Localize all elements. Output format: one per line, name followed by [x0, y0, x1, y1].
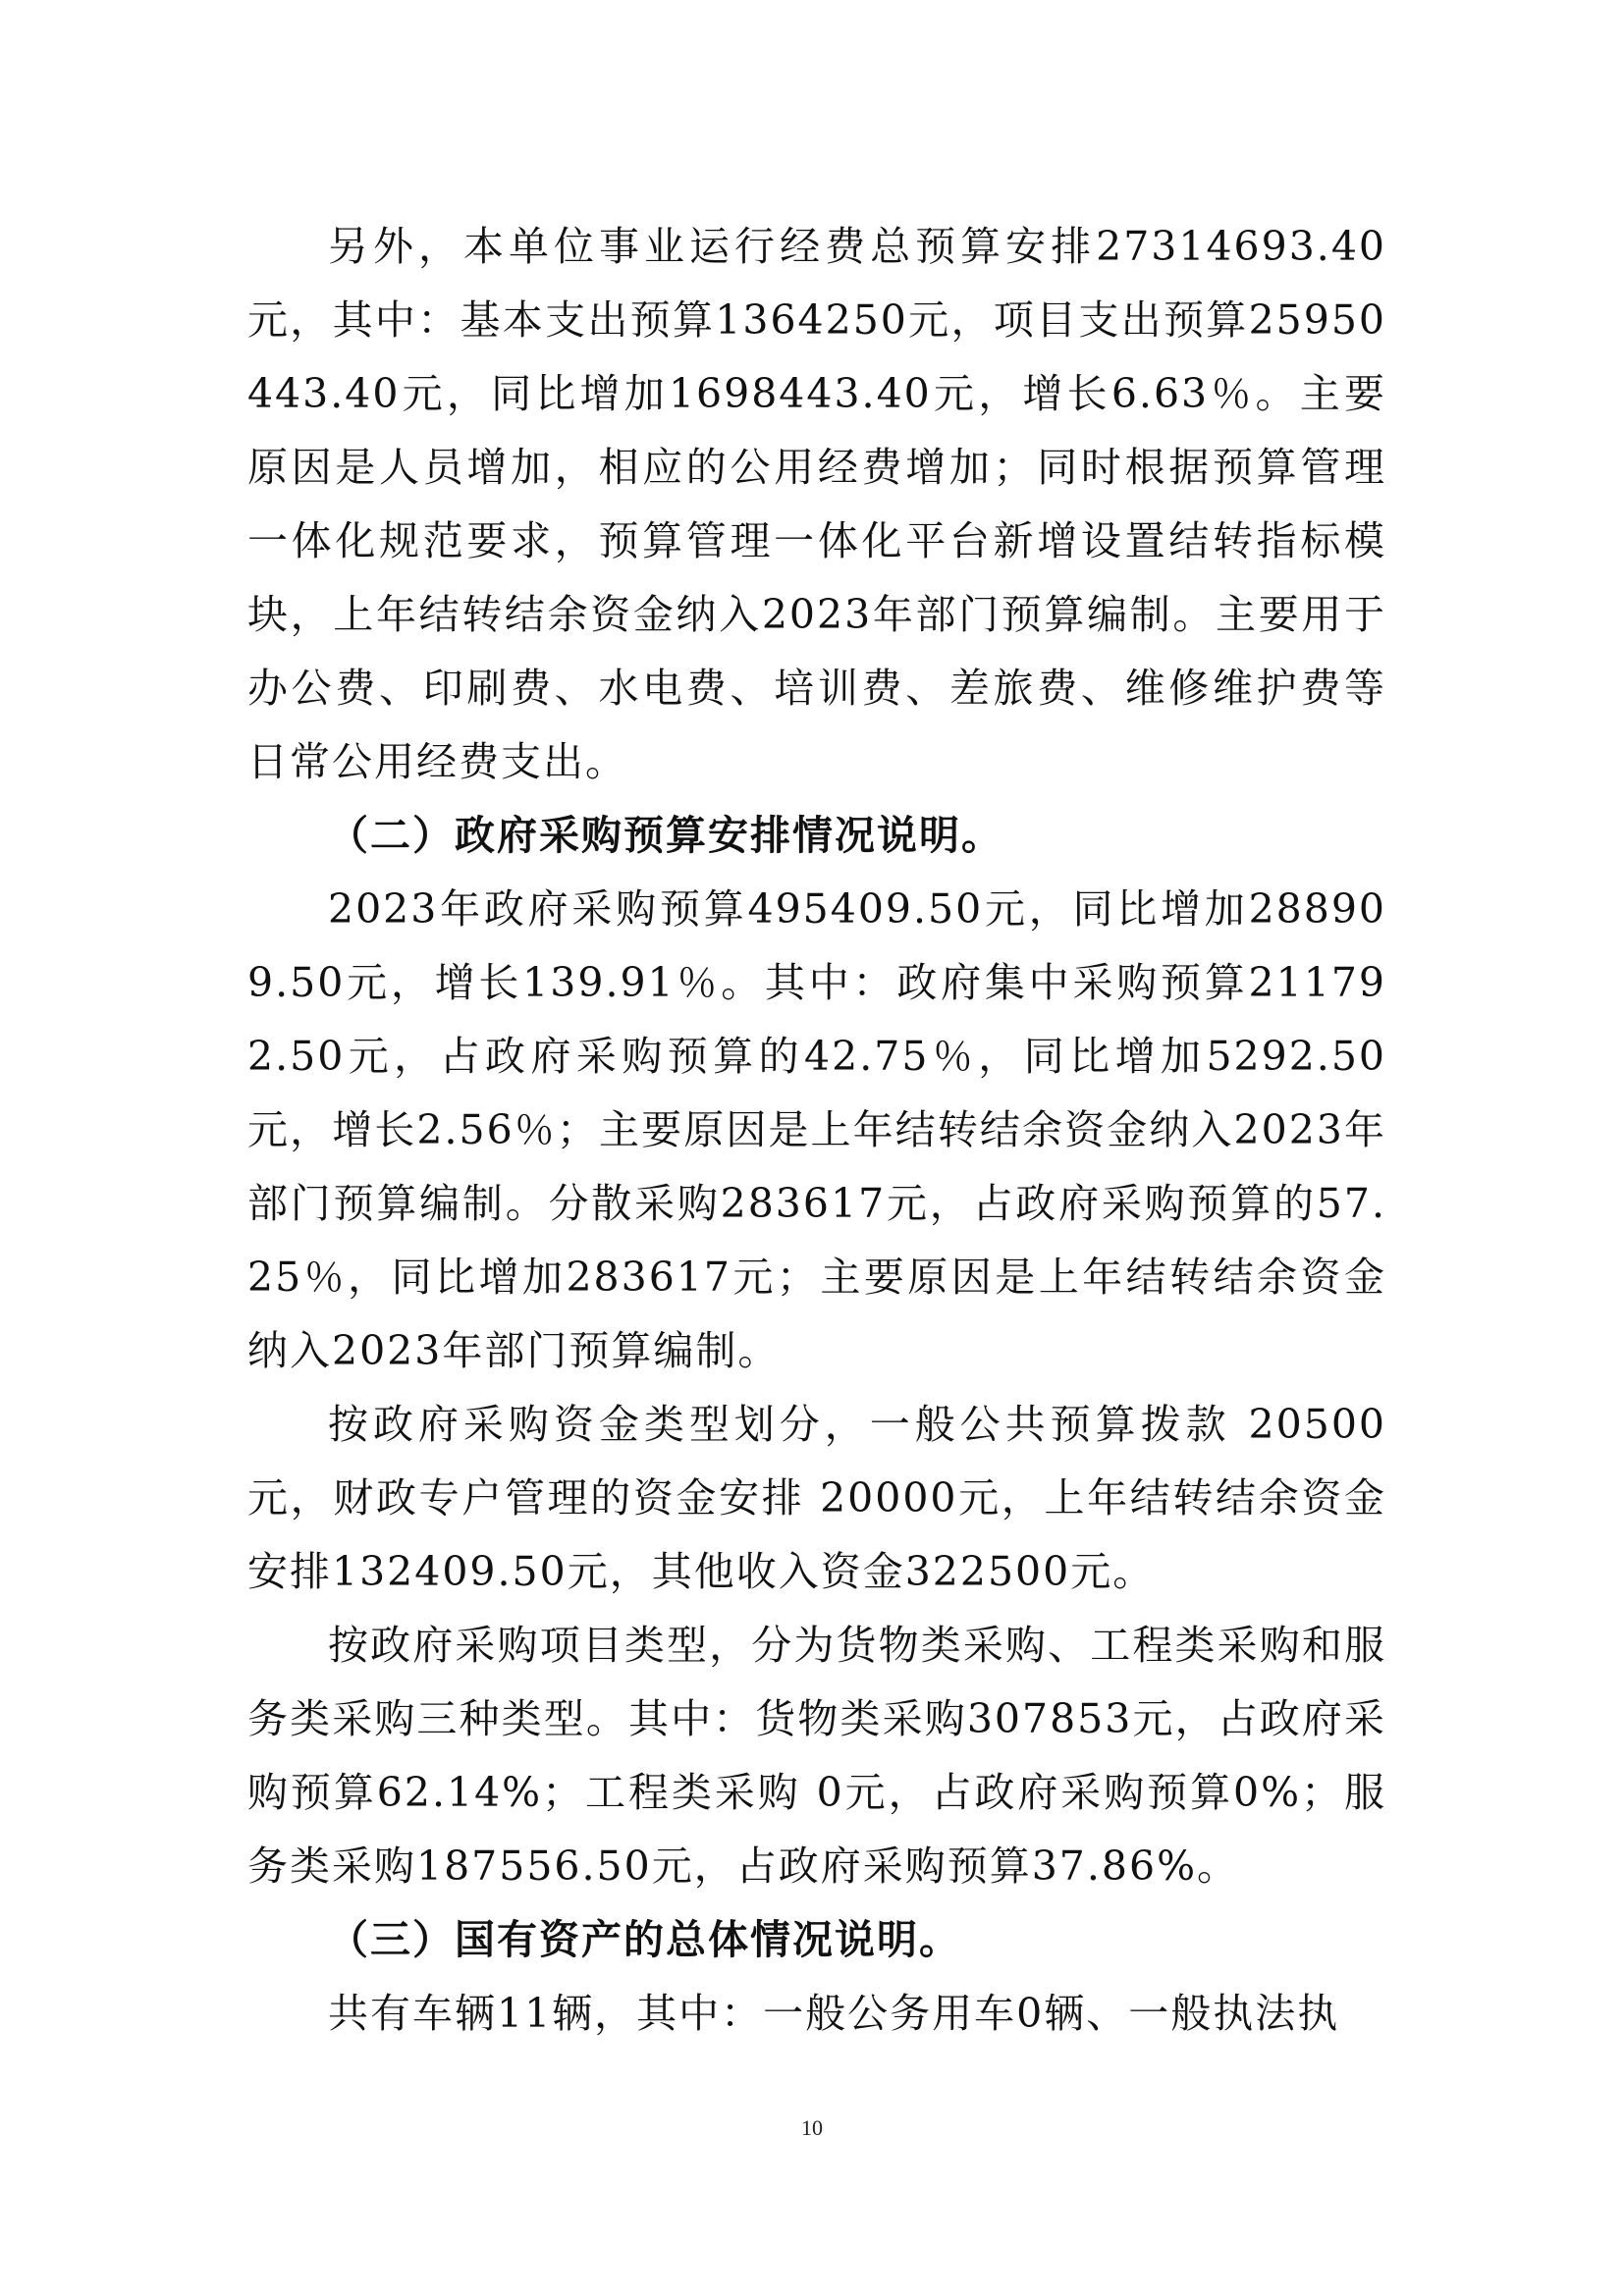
paragraph-vehicles: 共有车辆11辆，其中：一般公务用车0辆、一般执法执: [328, 1990, 1340, 2037]
paragraph-procurement-fund-types: 按政府采购资金类型划分，一般公共预算拨款 20500元，财政专户管理的资金安排 20000元，上年结转结余资金安排132409.50元，其他收入资金322500元。: [247, 1401, 1386, 1595]
page-number: 10: [801, 2115, 823, 2140]
paragraph-procurement-budget: 2023年政府采购预算495409.50元，同比增加288909.50元，增长139.91％。其中：政府集中采购预算211792.50元，占政府采购预算的42.75％，同比增加5292.50元，增长2.56％；主要原因是上年结转结余资金纳入2023年部门预算编制。分散采购283617元，占政府采购预算的57.25％，同比增加283617元；主要原因是上年结转结余资金纳入2023年部门预算编制。: [247, 885, 1386, 1374]
heading-state-assets: （三）国有资产的总体情况说明。: [328, 1916, 961, 1963]
paragraph-operating-budget: 另外，本单位事业运行经费总预算安排27314693.40元，其中：基本支出预算1364250元，项目支出预算25950443.40元，同比增加1698443.40元，增长6.63％。主要原因是人员增加，相应的公用经费增加；同时根据预算管理一体化规范要求，预算管理一体化平台新增设置结转指标模块，上年结转结余资金纳入2023年部门预算编制。主要用于办公费、印刷费、水电费、培训费、差旅费、维修维护费等日常公用经费支出。: [247, 223, 1386, 785]
heading-government-procurement: （二）政府采购预算安排情况说明。: [328, 812, 1003, 859]
paragraph-procurement-project-types: 按政府采购项目类型，分为货物类采购、工程类采购和服务类采购三种类型。其中：货物类采购307853元，占政府采购预算62.14%；工程类采购 0元，占政府采购预算0%；服务类采购187556.50元，占政府采购预算37.86%。: [247, 1622, 1386, 1890]
page-content: [247, 210, 1386, 2051]
